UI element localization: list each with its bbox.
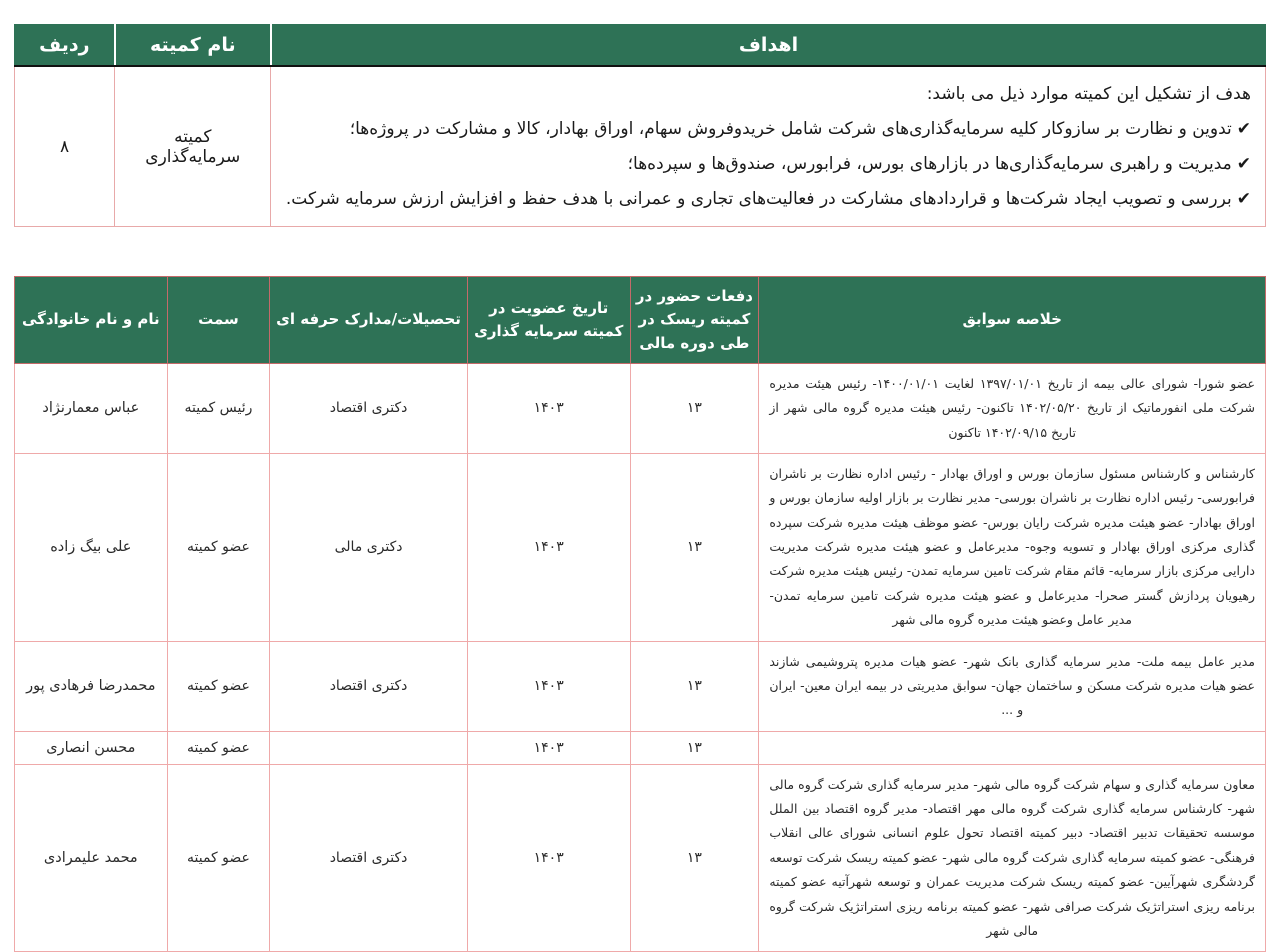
table-row — [15, 764, 1266, 952]
goals-bullet-item — [285, 112, 1251, 147]
goals-bullet-text: مدیریت و راهبری سرمایه‌گذاری‌ها در بازارهای بورس، فرابورس، صندوق‌ها و سپرده‌ها؛ — [627, 153, 1232, 174]
member-full-name-cell: محمد علیمرادی — [15, 764, 168, 952]
row-number-cell: ۸ — [15, 66, 115, 227]
member-education-cell: دکتری اقتصاد — [270, 363, 468, 453]
table-row — [15, 453, 1266, 641]
table-row — [15, 363, 1266, 453]
member-position-cell: عضو کمیته — [167, 641, 270, 731]
member-summary-cell: کارشناس و کارشناس مسئول سازمان بورس و اوراق بهادار - رئیس اداره نظارت بر ناشران فرابورسی- رئیس اداره نظارت بر ناشران بورسی- مدیر نظارت بر بازار اولیه سازمان بورس و اوراق بهادار- عضو هیئت مدیره شرکت رایان بورس- عضو موظف هیئت مدیره شرکت سپرده گذاری مرکزی اوراق بهادار و تسویه وجوه- مدیرعامل و عضو هیئت مدیره شرکت مدیریت دارایی مرکزی بازار سرمایه- قائم مقام شرکت تامین سرمایه تمدن- رئیس هیئت مدیره شرکت رهیویان پردازش گستر صحرا- مدیرعامل و عضو هیئت مدیره شرکت تامین سرمایه تمدن- مدیر عامل وعضو هیئت مدیره گروه مالی شهر — [759, 453, 1266, 641]
member-summary-cell: معاون سرمایه گذاری و سهام شرکت گروه مالی شهر- مدیر سرمایه گذاری شرکت گروه مالی شهر- کارشناس سرمایه گذاری شرکت گروه مالی مهر اقتصاد- مدیر گروه اقتصاد بین الملل موسسه تحقیقات تدبیر اقتصاد- دبیر کمیته اقتصاد تحول علوم انسانی شورای عالی انقلاب فرهنگی- عضو کمیته سرمایه گذاری شرکت گروه مالی شهر- عضو کمیته ریسک شرکت توسعه گردشگری شهرآیین- عضو کمیته ریسک شرکت مدیریت عمران و توسعه شهرآتیه عضو کمیته برنامه ریزی استراتژیک شرکت صرافی شهر- عضو کمیته برنامه ریزی استراتژیک شرکت گروه مالی شهر — [759, 764, 1266, 952]
member-summary-cell: مدیر عامل بیمه ملت- مدیر سرمایه گذاری بانک شهر- عضو هیات مدیره پتروشیمی شازند عضو هیات مدیره شرکت مسکن و ساختمان جهان- سوابق مدیریتی در بیمه ایران معین- ایران و ... — [759, 641, 1266, 731]
members-header-full-name: نام و نام خانوادگی — [15, 277, 168, 364]
goals-bullet-item — [285, 182, 1251, 217]
goals-table — [14, 24, 1266, 227]
member-membership-date-cell: ۱۴۰۳ — [467, 731, 630, 764]
member-full-name-cell: عباس معمارنژاد — [15, 363, 168, 453]
goals-bullet-text: بررسی و تصویب ایجاد شرکت‌ها و قراردادهای مشارکت در فعالیت‌های تجاری و عمرانی با هدف حفظ و افزایش ارزش سرمایه شرکت. — [285, 188, 1232, 209]
table-row — [15, 641, 1266, 731]
goals-header-committee-name: نام کمیته — [115, 25, 271, 67]
member-membership-date-cell: ۱۴۰۳ — [467, 641, 630, 731]
member-full-name-cell: محمدرضا فرهادی پور — [15, 641, 168, 731]
member-risk-attendance-cell: ۱۳ — [630, 764, 759, 952]
member-summary-cell — [759, 731, 1266, 764]
member-position-cell: عضو کمیته — [167, 731, 270, 764]
goals-cell — [271, 66, 1266, 227]
member-risk-attendance-cell: ۱۳ — [630, 641, 759, 731]
members-header-education: تحصیلات/مدارک حرفه ای — [270, 277, 468, 364]
member-position-cell: عضو کمیته — [167, 764, 270, 952]
check-icon: ✔ — [1236, 153, 1251, 174]
member-full-name-cell: علی بیگ زاده — [15, 453, 168, 641]
goals-header-row-no: ردیف — [15, 25, 115, 67]
member-education-cell — [270, 731, 468, 764]
check-icon: ✔ — [1236, 118, 1251, 139]
member-risk-attendance-cell: ۱۳ — [630, 731, 759, 764]
member-risk-attendance-cell: ۱۳ — [630, 453, 759, 641]
members-header-position: سمت — [167, 277, 270, 364]
members-header-membership-date: تاریخ عضویت در کمیته سرمایه گذاری — [467, 277, 630, 364]
member-position-cell: عضو کمیته — [167, 453, 270, 641]
goals-header-goals: اهداف — [271, 25, 1266, 67]
member-position-cell: رئیس کمیته — [167, 363, 270, 453]
table-row — [15, 66, 1266, 227]
member-membership-date-cell: ۱۴۰۳ — [467, 453, 630, 641]
goals-table-wrapper — [14, 24, 1266, 227]
goals-bullet-item — [285, 147, 1251, 182]
member-membership-date-cell: ۱۴۰۳ — [467, 764, 630, 952]
goals-bullet-text: تدوین و نظارت بر سازوکار کلیه سرمایه‌گذاری‌های شرکت شامل خریدوفروش سهام، اوراق بهادار، کالا و مشارکت در پروژه‌ها؛ — [349, 118, 1232, 139]
member-education-cell: دکتری مالی — [270, 453, 468, 641]
table-row — [15, 731, 1266, 764]
committee-name-cell: کمیته سرمایه‌گذاری — [115, 66, 271, 227]
member-full-name-cell: محسن انصاری — [15, 731, 168, 764]
members-header-summary: خلاصه سوابق — [759, 277, 1266, 364]
goals-lead-text: هدف از تشکیل این کمیته موارد ذیل می باشد: — [926, 84, 1251, 104]
member-summary-cell: عضو شورا- شورای عالی بیمه از تاریخ ۱۳۹۷/۰۱/۰۱ لغایت ۱۴۰۰/۰۱/۰۱- رئیس هیئت مدیره شرکت ملی انفورماتیک از تاریخ ۱۴۰۲/۰۵/۲۰ تاکنون- رئیس هیئت مدیره گروه مالی شهر از تاریخ ۱۴۰۲/۰۹/۱۵ تاکنون — [759, 363, 1266, 453]
member-membership-date-cell: ۱۴۰۳ — [467, 363, 630, 453]
members-table-wrapper — [14, 276, 1266, 952]
member-risk-attendance-cell: ۱۳ — [630, 363, 759, 453]
goals-table-header-row — [15, 25, 1266, 67]
members-table-header-row — [15, 277, 1266, 364]
members-table — [14, 276, 1266, 952]
member-education-cell: دکتری اقتصاد — [270, 641, 468, 731]
members-header-risk-attendance: دفعات حضور در کمیته ریسک در طی دوره مالی — [630, 277, 759, 364]
member-education-cell: دکتری اقتصاد — [270, 764, 468, 952]
check-icon: ✔ — [1236, 188, 1251, 209]
